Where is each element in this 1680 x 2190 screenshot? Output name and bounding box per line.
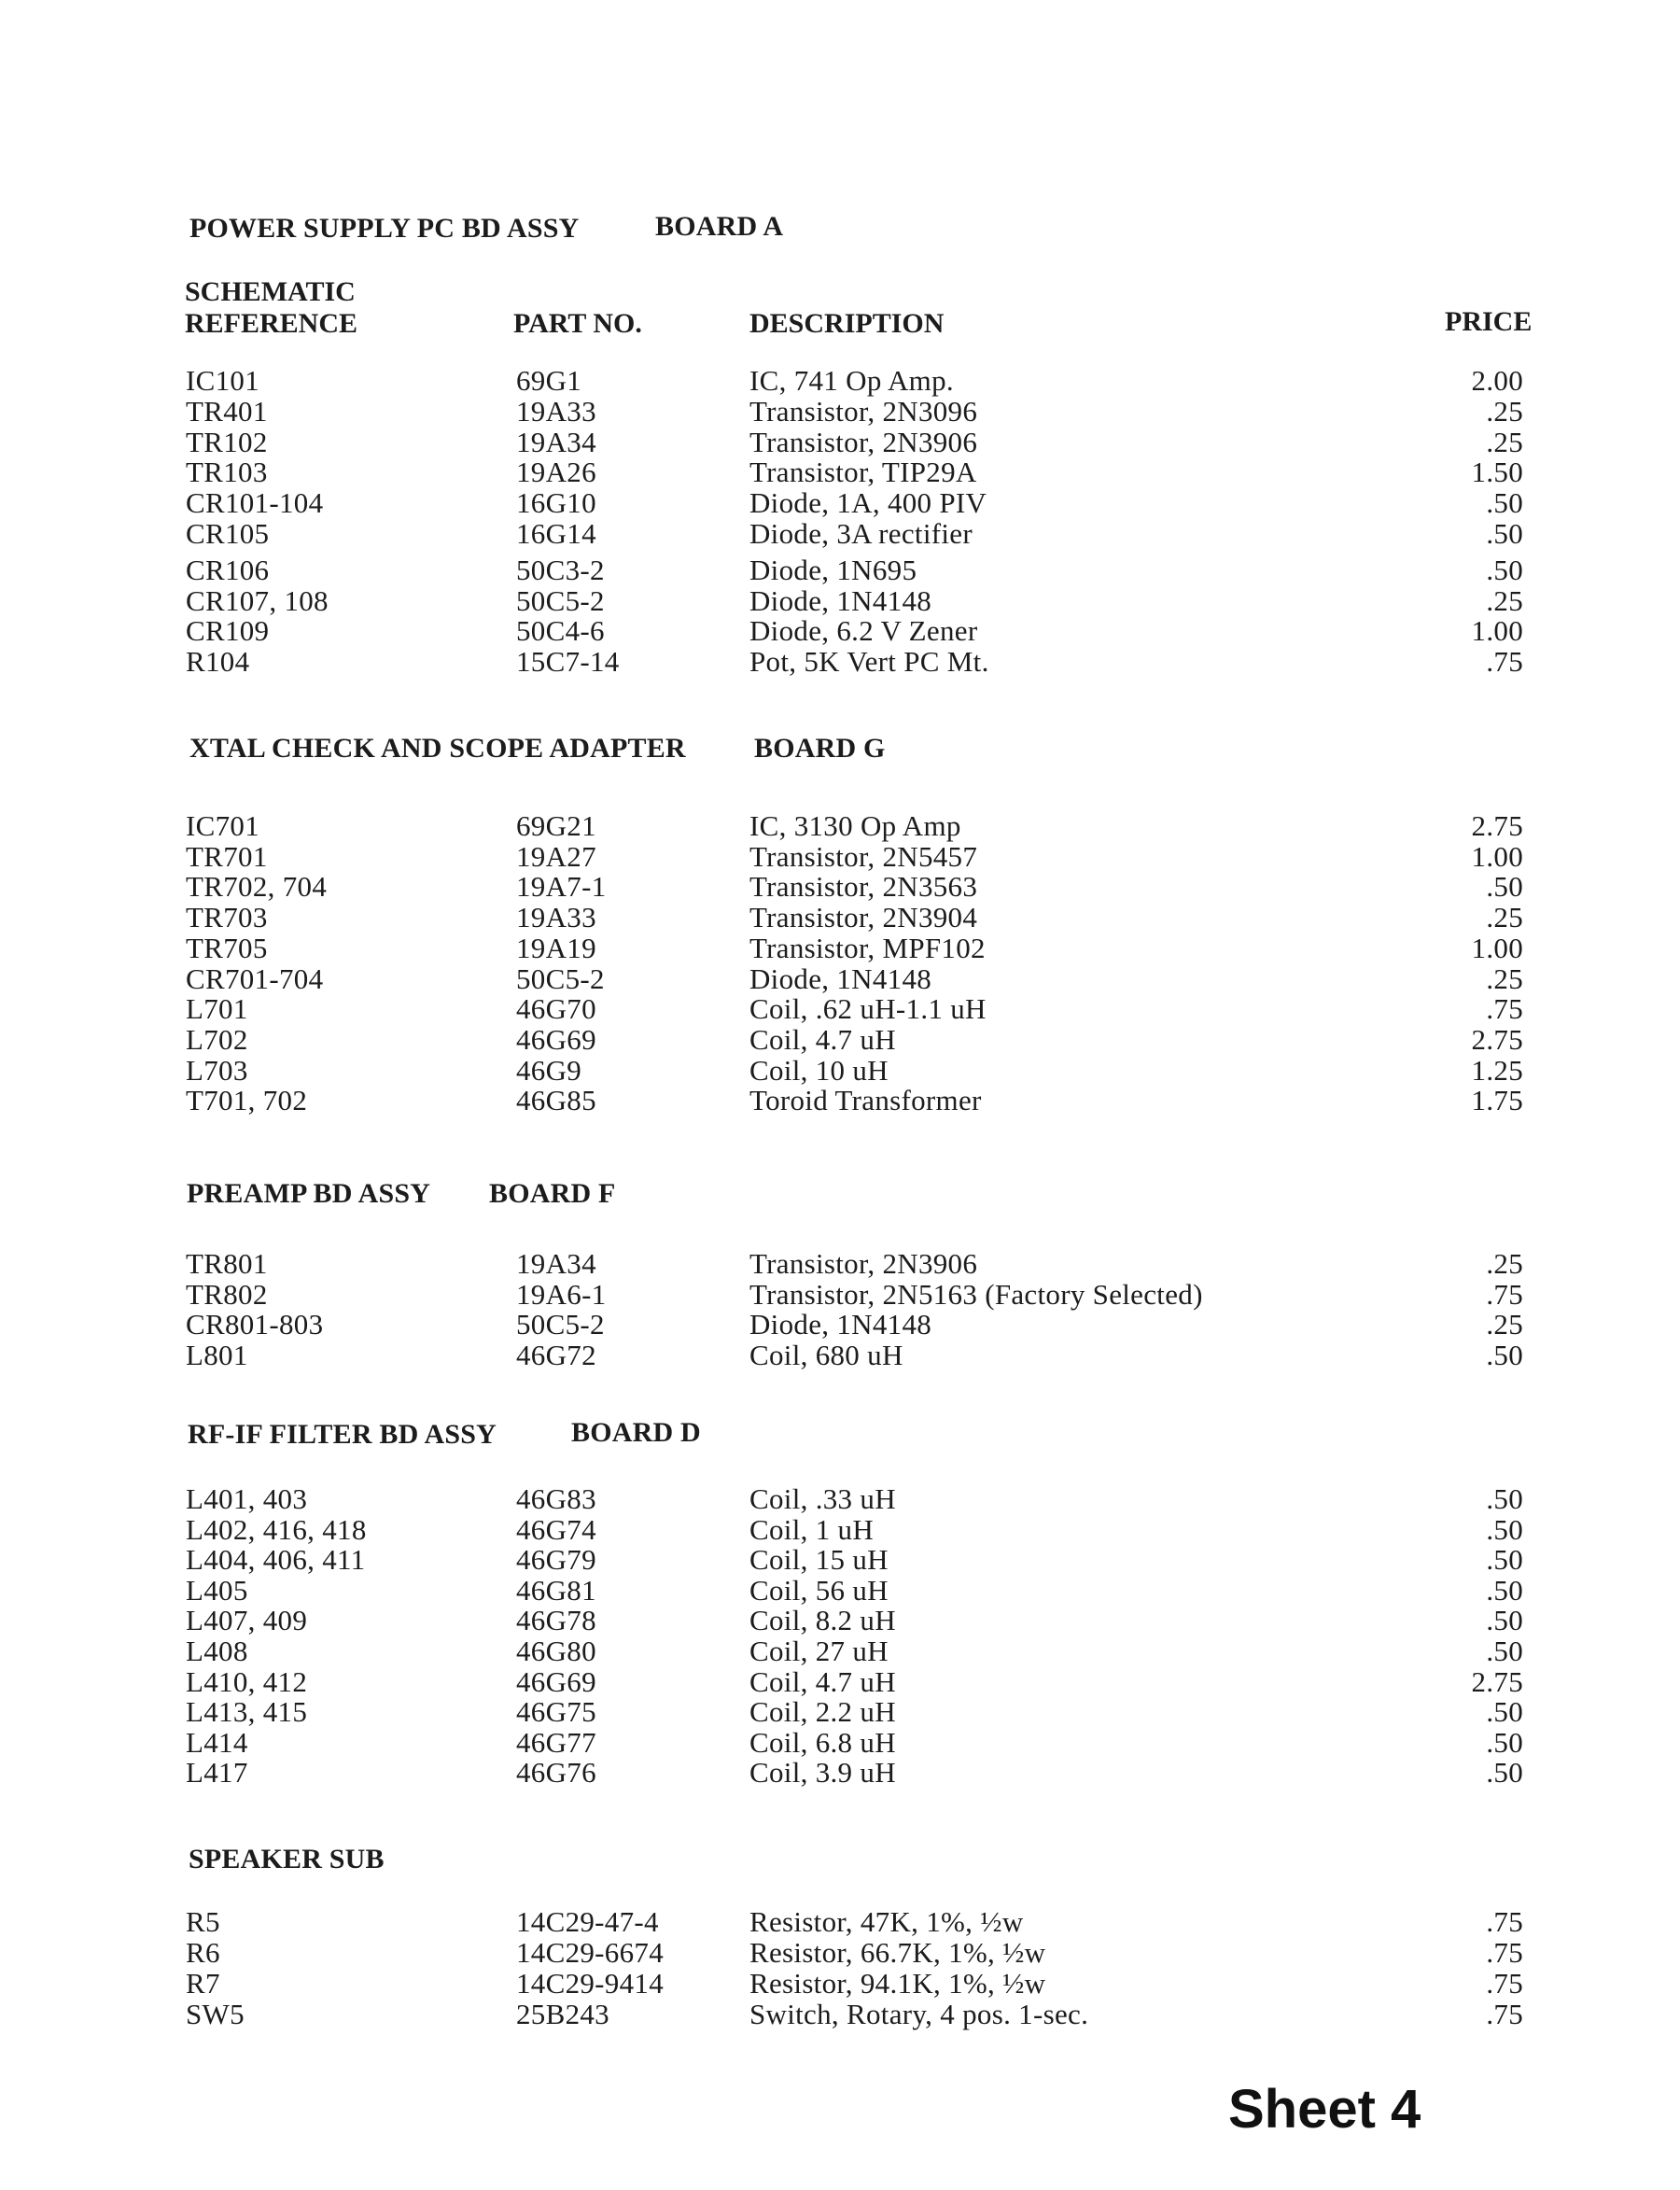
part-number-cell: 46G83 bbox=[516, 1482, 596, 1515]
description-cell: Coil, 8.2 uH bbox=[749, 1604, 896, 1637]
description-cell: Diode, 1N4148 bbox=[749, 583, 932, 617]
part-number-cell: 69G21 bbox=[516, 809, 596, 842]
description-cell: Diode, 3A rectifier bbox=[749, 517, 973, 550]
part-number-cell: 46G69 bbox=[516, 1022, 596, 1056]
schematic-reference-cell: R5 bbox=[186, 1905, 220, 1938]
description-cell: Transistor, 2N5457 bbox=[749, 839, 978, 873]
price-cell: .50 bbox=[1486, 1604, 1523, 1637]
description-cell: Coil, 4.7 uH bbox=[749, 1022, 896, 1056]
schematic-reference-cell: TR801 bbox=[186, 1247, 268, 1280]
part-number-cell: 69G1 bbox=[516, 364, 582, 397]
schematic-reference-cell: L405 bbox=[186, 1573, 248, 1607]
part-number-cell: 50C5-2 bbox=[516, 1308, 605, 1341]
description-cell: Transistor, 2N3906 bbox=[749, 1247, 978, 1280]
price-cell: .75 bbox=[1486, 992, 1523, 1026]
part-number-cell: 19A26 bbox=[516, 456, 596, 489]
description-cell: Transistor, 2N3904 bbox=[749, 901, 978, 934]
schematic-reference-cell: CR801-803 bbox=[186, 1308, 324, 1341]
part-number-cell: 46G74 bbox=[516, 1512, 596, 1546]
description-cell: Coil, 10 uH bbox=[749, 1053, 889, 1087]
price-cell: .75 bbox=[1486, 1967, 1523, 2000]
description-cell: Diode, 1N4148 bbox=[749, 1308, 932, 1341]
part-number-cell: 19A34 bbox=[516, 1247, 596, 1280]
part-number-cell: 19A7-1 bbox=[516, 870, 607, 904]
price-cell: .50 bbox=[1486, 870, 1523, 904]
schematic-reference-cell: TR802 bbox=[186, 1277, 268, 1311]
schematic-reference-cell: CR101-104 bbox=[186, 486, 324, 520]
description-cell: Coil, 3.9 uH bbox=[749, 1756, 896, 1790]
section-title-speaker-sub: SPEAKER SUB bbox=[189, 1844, 385, 1874]
schematic-reference-cell: CR701-704 bbox=[186, 962, 324, 995]
schematic-reference-cell: L408 bbox=[186, 1635, 248, 1667]
description-cell: Resistor, 47K, 1%, ½w bbox=[749, 1905, 1024, 1938]
part-number-cell: 16G10 bbox=[516, 486, 596, 520]
part-number-cell: 46G76 bbox=[516, 1756, 596, 1790]
price-cell: .50 bbox=[1486, 517, 1523, 550]
schematic-reference-cell: L417 bbox=[186, 1756, 248, 1790]
schematic-reference-cell: TR703 bbox=[186, 901, 268, 934]
description-header: DESCRIPTION bbox=[749, 308, 945, 339]
price-cell: .75 bbox=[1486, 1277, 1523, 1311]
price-cell: .50 bbox=[1486, 1512, 1523, 1546]
schematic-reference-cell: CR107, 108 bbox=[186, 583, 329, 617]
description-cell: Coil, 6.8 uH bbox=[749, 1725, 896, 1759]
description-cell: Diode, 1N4148 bbox=[749, 962, 932, 995]
price-cell: .50 bbox=[1486, 1635, 1523, 1667]
schematic-reference-cell: R6 bbox=[186, 1936, 220, 1969]
price-cell: .25 bbox=[1486, 394, 1523, 428]
section-title-rf-if-filter: RF-IF FILTER BD ASSY bbox=[188, 1419, 497, 1450]
description-cell: Coil, 27 uH bbox=[749, 1635, 889, 1667]
description-cell: Coil, 2.2 uH bbox=[749, 1695, 896, 1729]
schematic-reference-cell: L703 bbox=[186, 1053, 248, 1087]
description-cell: Toroid Transformer bbox=[749, 1084, 982, 1117]
price-cell: .50 bbox=[1486, 1482, 1523, 1515]
part-number-cell: 46G79 bbox=[516, 1543, 596, 1577]
part-number-cell: 25B243 bbox=[516, 1998, 609, 2030]
description-cell: Coil, 15 uH bbox=[749, 1543, 889, 1577]
part-number-cell: 19A33 bbox=[516, 901, 596, 934]
part-number-cell: 50C3-2 bbox=[516, 553, 605, 586]
schematic-reference-cell: TR705 bbox=[186, 931, 268, 964]
schematic-reference-cell: CR109 bbox=[186, 614, 270, 648]
price-cell: .50 bbox=[1486, 553, 1523, 586]
part-number-cell: 46G70 bbox=[516, 992, 596, 1026]
price-cell: .50 bbox=[1486, 1339, 1523, 1372]
sheet-number-label: Sheet 4 bbox=[1228, 2079, 1421, 2140]
section-title-preamp: PREAMP BD ASSY bbox=[187, 1178, 431, 1209]
schematic-reference-cell: SW5 bbox=[186, 1998, 245, 2030]
price-cell: .25 bbox=[1486, 962, 1523, 995]
part-number-cell: 19A6-1 bbox=[516, 1277, 607, 1311]
price-cell: .50 bbox=[1486, 1573, 1523, 1607]
price-header: PRICE bbox=[1445, 306, 1533, 337]
price-cell: 1.00 bbox=[1471, 931, 1523, 964]
price-cell: .75 bbox=[1486, 645, 1523, 679]
description-cell: Transistor, TIP29A bbox=[749, 456, 977, 489]
part-number-cell: 14C29-9414 bbox=[516, 1967, 664, 2000]
schematic-reference-cell: L401, 403 bbox=[186, 1482, 308, 1515]
board-label-a: BOARD A bbox=[655, 211, 784, 242]
schematic-reference-cell: T701, 702 bbox=[186, 1084, 308, 1117]
board-label-g: BOARD G bbox=[754, 733, 886, 764]
part-number-cell: 46G69 bbox=[516, 1664, 596, 1698]
board-label-f: BOARD F bbox=[489, 1178, 616, 1209]
part-number-cell: 46G80 bbox=[516, 1635, 596, 1667]
schematic-reference-cell: L404, 406, 411 bbox=[186, 1543, 366, 1577]
price-cell: 2.75 bbox=[1471, 809, 1523, 842]
schematic-reference-cell: TR701 bbox=[186, 839, 268, 873]
schematic-reference-cell: L413, 415 bbox=[186, 1695, 308, 1729]
schematic-reference-cell: R7 bbox=[186, 1967, 220, 2000]
price-cell: 1.00 bbox=[1471, 614, 1523, 648]
schematic-reference-cell: L701 bbox=[186, 992, 248, 1026]
schematic-reference-cell: TR702, 704 bbox=[186, 870, 328, 904]
part-number-cell: 19A19 bbox=[516, 931, 596, 964]
price-cell: 2.75 bbox=[1471, 1022, 1523, 1056]
price-cell: 1.75 bbox=[1471, 1084, 1523, 1117]
description-cell: Diode, 6.2 V Zener bbox=[749, 614, 978, 648]
schematic-reference-cell: L407, 409 bbox=[186, 1604, 308, 1637]
description-cell: Transistor, 2N5163 (Factory Selected) bbox=[749, 1277, 1203, 1311]
schematic-reference-cell: IC101 bbox=[186, 364, 259, 397]
schematic-reference-cell: R104 bbox=[186, 645, 250, 679]
part-number-cell: 19A33 bbox=[516, 394, 596, 428]
part-number-cell: 50C5-2 bbox=[516, 962, 605, 995]
price-cell: .50 bbox=[1486, 1725, 1523, 1759]
price-cell: 1.50 bbox=[1471, 456, 1523, 489]
part-number-cell: 46G85 bbox=[516, 1084, 596, 1117]
price-cell: .75 bbox=[1486, 1936, 1523, 1969]
price-cell: .25 bbox=[1486, 1247, 1523, 1280]
description-cell: Coil, 4.7 uH bbox=[749, 1664, 896, 1698]
section-title-power-supply: POWER SUPPLY PC BD ASSY bbox=[189, 213, 580, 244]
part-number-cell: 50C5-2 bbox=[516, 583, 605, 617]
description-cell: Switch, Rotary, 4 pos. 1-sec. bbox=[749, 1998, 1089, 2030]
description-cell: Coil, 680 uH bbox=[749, 1339, 903, 1372]
price-cell: .50 bbox=[1486, 486, 1523, 520]
description-cell: Diode, 1N695 bbox=[749, 553, 917, 586]
part-number-cell: 46G9 bbox=[516, 1053, 582, 1087]
description-cell: Coil, 56 uH bbox=[749, 1573, 889, 1607]
part-number-cell: 15C7-14 bbox=[516, 645, 620, 679]
board-label-d: BOARD D bbox=[571, 1417, 701, 1448]
description-cell: IC, 741 Op Amp. bbox=[749, 364, 954, 397]
description-cell: Coil, .33 uH bbox=[749, 1482, 896, 1515]
schematic-reference-cell: TR401 bbox=[186, 394, 268, 428]
part-number-cell: 46G81 bbox=[516, 1573, 596, 1607]
price-cell: .25 bbox=[1486, 901, 1523, 934]
part-no-header: PART NO. bbox=[513, 308, 642, 339]
description-cell: Diode, 1A, 400 PIV bbox=[749, 486, 987, 520]
schematic-header-line2: REFERENCE bbox=[185, 308, 358, 339]
description-cell: IC, 3130 Op Amp bbox=[749, 809, 961, 842]
price-cell: 1.00 bbox=[1471, 839, 1523, 873]
description-cell: Transistor, 2N3906 bbox=[749, 425, 978, 458]
description-cell: Pot, 5K Vert PC Mt. bbox=[749, 645, 989, 679]
schematic-reference-cell: IC701 bbox=[186, 809, 259, 842]
price-cell: .75 bbox=[1486, 1905, 1523, 1938]
price-cell: .75 bbox=[1486, 1998, 1523, 2030]
price-cell: .25 bbox=[1486, 583, 1523, 617]
schematic-reference-cell: L414 bbox=[186, 1725, 248, 1759]
schematic-reference-cell: CR106 bbox=[186, 553, 270, 586]
description-cell: Transistor, 2N3096 bbox=[749, 394, 978, 428]
schematic-reference-cell: L801 bbox=[186, 1339, 248, 1372]
price-cell: .50 bbox=[1486, 1756, 1523, 1790]
price-cell: 1.25 bbox=[1471, 1053, 1523, 1087]
description-cell: Transistor, 2N3563 bbox=[749, 870, 978, 904]
schematic-reference-cell: TR102 bbox=[186, 425, 268, 458]
description-cell: Transistor, MPF102 bbox=[749, 931, 986, 964]
part-number-cell: 14C29-47-4 bbox=[516, 1905, 659, 1938]
description-cell: Resistor, 94.1K, 1%, ½w bbox=[749, 1967, 1046, 2000]
part-number-cell: 19A34 bbox=[516, 425, 596, 458]
price-cell: 2.75 bbox=[1471, 1664, 1523, 1698]
part-number-cell: 46G77 bbox=[516, 1725, 596, 1759]
schematic-reference-cell: TR103 bbox=[186, 456, 268, 489]
description-cell: Resistor, 66.7K, 1%, ½w bbox=[749, 1936, 1046, 1969]
part-number-cell: 50C4-6 bbox=[516, 614, 605, 648]
part-number-cell: 19A27 bbox=[516, 839, 596, 873]
part-number-cell: 46G72 bbox=[516, 1339, 596, 1372]
price-cell: .50 bbox=[1486, 1695, 1523, 1729]
schematic-header-line1: SCHEMATIC bbox=[185, 276, 356, 307]
schematic-reference-cell: CR105 bbox=[186, 517, 270, 550]
schematic-reference-header bbox=[185, 276, 357, 340]
price-cell: .25 bbox=[1486, 1308, 1523, 1341]
schematic-reference-cell: L410, 412 bbox=[186, 1664, 308, 1698]
description-cell: Coil, .62 uH-1.1 uH bbox=[749, 992, 987, 1026]
schematic-reference-cell: L702 bbox=[186, 1022, 248, 1056]
part-number-cell: 16G14 bbox=[516, 517, 596, 550]
part-number-cell: 14C29-6674 bbox=[516, 1936, 664, 1969]
price-cell: .25 bbox=[1486, 425, 1523, 458]
part-number-cell: 46G78 bbox=[516, 1604, 596, 1637]
schematic-reference-cell: L402, 416, 418 bbox=[186, 1512, 367, 1546]
section-title-xtal-check: XTAL CHECK AND SCOPE ADAPTER bbox=[189, 733, 686, 764]
price-cell: .50 bbox=[1486, 1543, 1523, 1577]
part-number-cell: 46G75 bbox=[516, 1695, 596, 1729]
description-cell: Coil, 1 uH bbox=[749, 1512, 875, 1546]
price-cell: 2.00 bbox=[1471, 364, 1523, 397]
